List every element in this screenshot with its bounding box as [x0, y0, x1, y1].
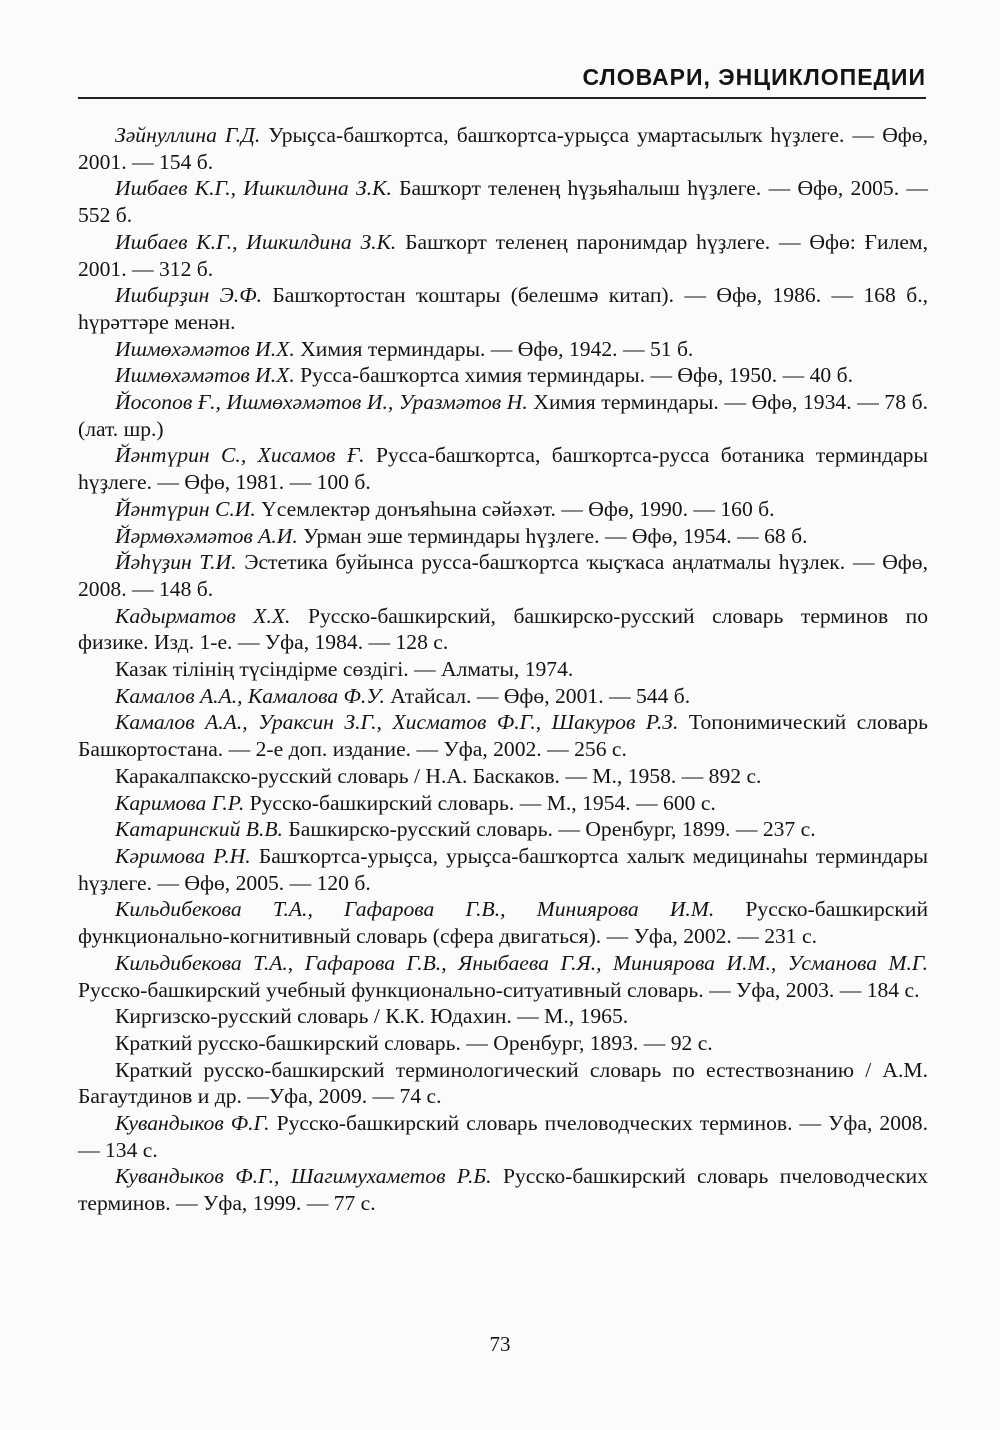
bibliography-entry — [78, 496, 928, 523]
bibliography-entry — [78, 683, 928, 710]
bibliography-entry — [78, 950, 928, 1003]
entry-author: Камалов А.А., Ураксин З.Г., Хисматов Ф.Г., Шакуров Р.З. — [115, 710, 679, 735]
bibliography-entry — [78, 282, 928, 335]
entry-text: Химия терминдары. — Өфө, 1934. — 78 б. (лат. шр.) — [78, 390, 928, 441]
entry-author: Йәнтүрин С., Хисамов Ғ. — [115, 443, 365, 468]
entry-author: Катаринский В.В. — [115, 817, 283, 842]
bibliography-entry — [78, 1030, 928, 1057]
bibliography-entry — [78, 175, 928, 228]
bibliography-entry — [78, 843, 928, 896]
bibliography-entry — [78, 603, 928, 656]
entry-author: Кувандыков Ф.Г., Шагимухаметов Р.Б. — [115, 1164, 492, 1189]
entry-author: Ишбаев К.Г., Ишкилдина З.К. — [115, 176, 392, 201]
bibliography-entry — [78, 763, 928, 790]
entry-text: Русско-башкирский словарь пчеловодческих терминов. — Уфа, 2008. — 134 с. — [78, 1111, 929, 1162]
entry-text: Урман эше терминдары һүҙлеге. — Өфө, 1954. — 68 б. — [297, 523, 808, 548]
entry-text: Краткий русско-башкирский словарь. — Оренбург, 1893. — 92 с. — [115, 1030, 713, 1055]
entry-text: Башҡортса-урыҫса, урыҫса-башҡортса халыҡ медицинаһы терминдары һүҙлеге. — Өфө, 2005. — 120 б. — [78, 843, 929, 895]
bibliography-entry — [78, 1003, 928, 1030]
entry-text: Русса-башҡортса химия терминдары. — Өфө, 1950. — 40 б. — [294, 363, 853, 388]
bibliography-entry — [78, 229, 928, 282]
entry-author: Йәрмөхәмәтов А.И. — [115, 523, 298, 548]
bibliography-entry — [78, 1110, 928, 1163]
entry-text: Русско-башкирский учебный функционально-ситуативный словарь. — Уфа, 2003. — 184 с. — [78, 977, 920, 1002]
entry-author: Йәнтүрин С.И. — [115, 496, 256, 521]
bibliography-entry — [78, 1163, 928, 1216]
entry-text: Каракалпакско-русский словарь / Н.А. Баскаков. — М., 1958. — 892 с. — [115, 763, 762, 788]
entry-author: Йәһүҙин Т.И. — [115, 550, 237, 575]
entry-text: Урыҫса-башҡортса, башҡортса-урыҫса умартасылыҡ һүҙлеге. — Өфө, 2001. — 154 б. — [78, 123, 928, 174]
entry-author: Кильдибекова Т.А., Гафарова Г.В., Яныбаева Г.Я., Миниярова И.М., Усманова М.Г. — [115, 950, 928, 975]
bibliography-entry — [78, 122, 928, 175]
entry-text: Башкирско-русский словарь. — Оренбург, 1899. — 237 с. — [282, 817, 816, 842]
entry-text: Краткий русско-башкирский терминологический словарь по естествознанию / А.М. Багаутдинов и др. —Уфа, 2009. — 74 с. — [78, 1057, 928, 1109]
bibliography-entry — [78, 549, 928, 602]
bibliography-list — [78, 122, 928, 1217]
entry-text: Топонимический словарь Башкортостана. — 2-е доп. издание. — Уфа, 2002. — 256 с. — [78, 710, 928, 762]
entry-author: Кадырматов Х.Х. — [115, 603, 291, 628]
entry-text: Химия терминдары. — Өфө, 1942. — 51 б. — [294, 336, 694, 361]
bibliography-entry — [78, 1057, 928, 1110]
entry-text: Русско-башкирский словарь. — М., 1954. — 600 с. — [244, 790, 716, 815]
bibliography-entry — [78, 442, 928, 495]
entry-author: Камалов А.А., Камалова Ф.У. — [115, 683, 385, 708]
bibliography-entry — [78, 896, 928, 949]
entry-author: Ишбирҙин Э.Ф. — [115, 283, 262, 308]
bibliography-entry — [78, 362, 928, 389]
entry-text: Русса-башҡортса, башҡортса-русса ботаника терминдары һүҙлеге. — Өфө, 1981. — 100 б. — [78, 443, 928, 495]
entry-author: Кувандыков Ф.Г. — [115, 1111, 270, 1136]
entry-author: Кәримова Р.Н. — [115, 843, 251, 868]
entry-text: Башҡорт теленең паронимдар һүҙлеге. — Өфө: Ғилем, 2001. — 312 б. — [78, 229, 928, 281]
entry-text: Казак тілінің түсіндірме сөздігі. — Алматы, 1974. — [115, 657, 574, 682]
bibliography-entry — [78, 790, 928, 817]
bibliography-entry — [78, 523, 928, 550]
bibliography-entry — [78, 336, 928, 363]
bibliography-entry — [78, 816, 928, 843]
entry-text: Русско-башкирский словарь пчеловодческих терминов. — Уфа, 1999. — 77 с. — [78, 1164, 928, 1216]
bibliography-entry — [78, 389, 928, 442]
section-title: СЛОВАРИ, ЭНЦИКЛОПЕДИИ — [582, 64, 926, 90]
entry-text: Атайсал. — Өфө, 2001. — 544 б. — [384, 683, 691, 708]
entry-author: Каримова Г.Р. — [115, 790, 245, 815]
entry-author: Ишмөхәмәтов И.Х. — [115, 363, 295, 388]
page-number: 73 — [489, 1332, 511, 1356]
entry-author: Ишбаев К.Г., Ишкилдина З.К. — [115, 229, 397, 254]
entry-text: Русско-башкирский функционально-когнитивный словарь (сфера двигаться). — Уфа, 2002. — 231 с. — [78, 897, 928, 949]
entry-text: Русско-башкирский, башкирско-русский словарь терминов по физике. Изд. 1-е. — Уфа, 1984. — 128 с. — [78, 603, 929, 655]
running-header — [78, 64, 926, 99]
entry-text: Башҡортостан ҡоштары (белешмә китап). — Өфө, 1986. — 168 б., һүрәттәре менән. — [78, 283, 928, 334]
entry-author: Йосопов Ғ., Ишмөхәмәтов И., Уразмәтов Н. — [115, 390, 528, 415]
entry-text: Башҡорт теленең һүҙьяһалыш һүҙлеге. — Өфө, 2005. — 552 б. — [78, 176, 928, 228]
entry-author: Ишмөхәмәтов И.Х. — [115, 336, 295, 361]
entry-text: Эстетика буйынса русса-башҡортса ҡыҫҡаса аңлатмалы һүҙлек. — Өфө, 2008. — 148 б. — [78, 550, 928, 601]
entry-text: Үсемлектәр донъяһына сәйәхәт. — Өфө, 1990. — 160 б. — [255, 496, 775, 521]
bibliography-entry — [78, 656, 928, 683]
bibliography-entry — [78, 709, 928, 762]
entry-author: Зәйнуллина Г.Д. — [115, 123, 261, 147]
entry-text: Киргизско-русский словарь / К.К. Юдахин. — М., 1965. — [115, 1004, 629, 1029]
entry-author: Кильдибекова Т.А., Гафарова Г.В., Миниярова И.М. — [115, 897, 715, 922]
